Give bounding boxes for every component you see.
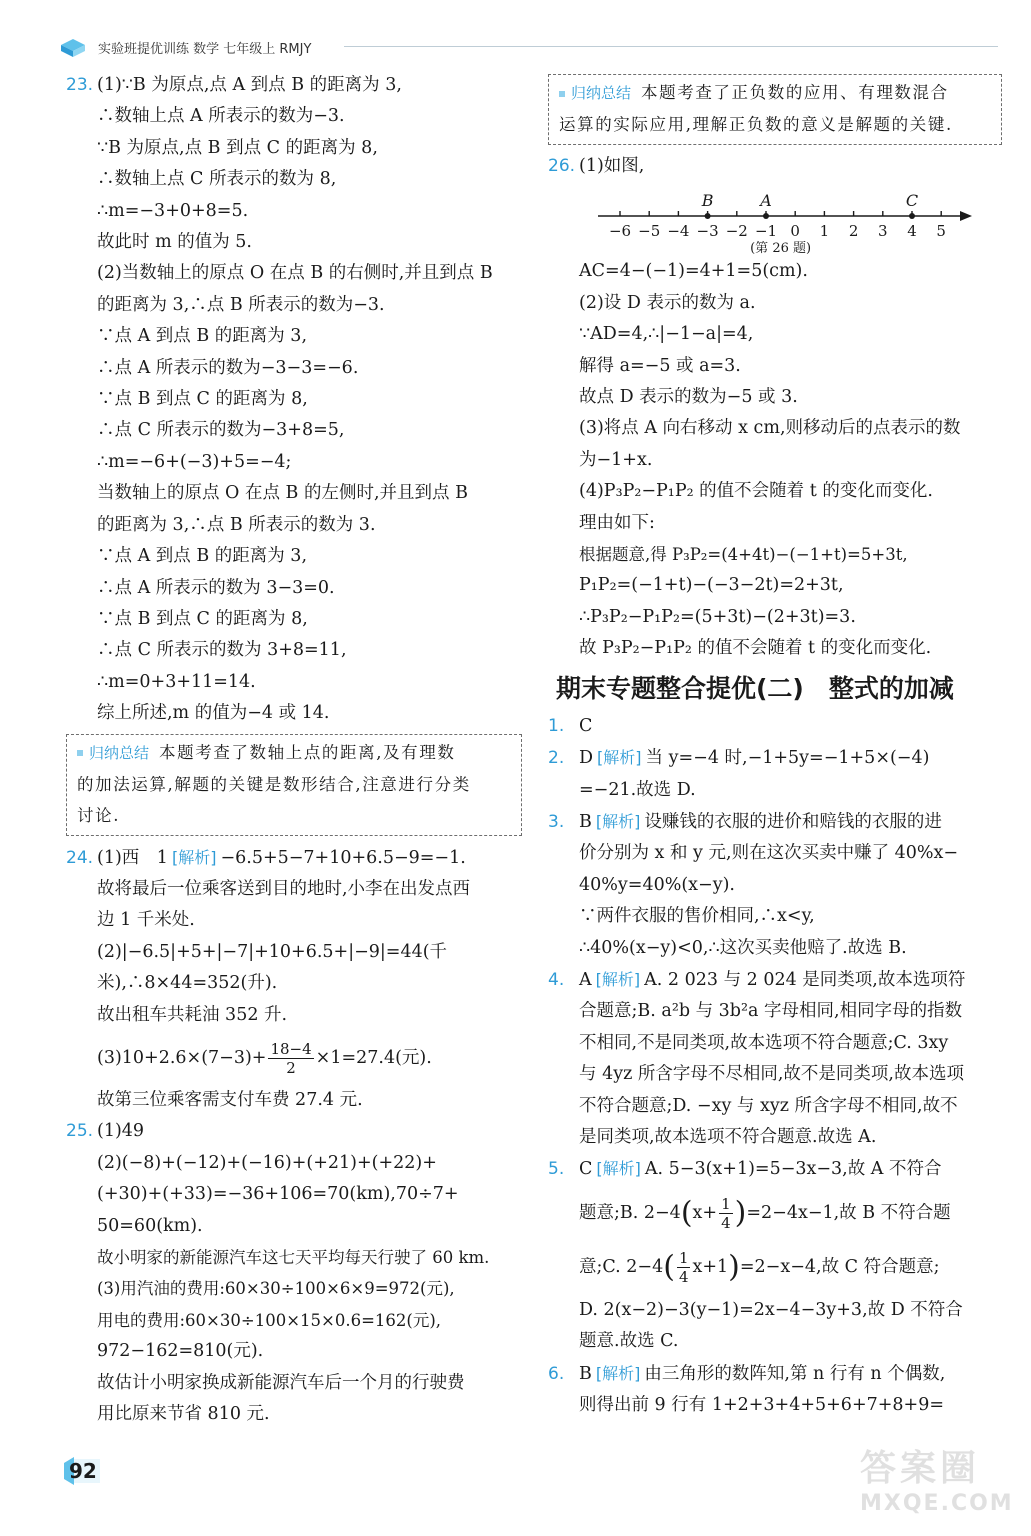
point-marker: [763, 213, 769, 219]
summary-dot-icon: [559, 91, 565, 97]
summary-line: 本题考查了正负数的应用、有理数混合: [641, 83, 949, 102]
question-number: 6.: [548, 1363, 565, 1384]
solution-line: ∴40%(x−y)<0,∴这次买卖他赔了.故选 B.: [579, 937, 907, 958]
answer-text: A: [579, 969, 592, 990]
solution-line: ∴数轴上点 A 所表示的数为−3.: [97, 106, 345, 127]
number-line-figure: [548, 182, 1002, 256]
question-23: [66, 70, 522, 730]
summary-tag: 归纳总结: [559, 84, 631, 102]
summary-line: 的加法运算,解题的关键是数形结合,注意进行分类: [77, 774, 471, 794]
solution-line: 972−162=810(元).: [97, 1341, 264, 1362]
solution-line: 边 1 千米处.: [97, 910, 195, 931]
left-column: [66, 70, 522, 1430]
solution-line: (1)49: [97, 1121, 145, 1142]
tick-label: −3: [696, 222, 719, 241]
figure-caption: (第 26 题): [750, 241, 812, 257]
solution-line: ∴点 C 所表示的数为−3+8=5,: [97, 420, 345, 441]
analysis-tag: [ 解析 ]: [596, 970, 641, 989]
solution-line: 40%y=40%(x−y).: [579, 874, 735, 895]
solution-line: ∴点 A 所表示的数为−3−3=−6.: [97, 357, 359, 378]
question-number: 25.: [66, 1121, 94, 1142]
analysis-tag: [ 解析 ]: [596, 812, 641, 831]
solution-line: 价分别为 x 和 y 元,则在这次买卖中赚了 40%x−: [579, 843, 959, 864]
answer-text: D: [579, 748, 594, 769]
solution-line: ∴点 A 所表示的数为 3−3=0.: [97, 577, 335, 598]
point-label: A: [760, 191, 772, 211]
solution-line: (4)P₃P₂−P₁P₂ 的值不会随着 t 的变化而变化.: [579, 481, 933, 502]
watermark: [860, 1440, 1020, 1530]
question-number: 4.: [548, 969, 565, 990]
analysis-tag: [ 解析 ]: [172, 848, 217, 867]
arrow-head-icon: [960, 211, 972, 221]
solution-line: AC=4−(−1)=4+1=5(cm).: [579, 261, 808, 282]
header-rule: [344, 46, 998, 47]
solution-line: =−21.故选 D.: [579, 779, 696, 800]
solution-line: 故点 D 表示的数为−5 或 3.: [579, 387, 798, 408]
solution-line: (+30)+(+33)=−36+106=70(km),70÷7+: [97, 1184, 459, 1205]
tick-label: 2: [848, 222, 859, 241]
point-label: B: [701, 191, 714, 211]
fraction-equation: (3)10+2.6×(7−3)+ $\frac{18-4}{2}$ ×1=27.4(元).: [97, 1039, 432, 1077]
question-number: 2.: [548, 748, 565, 769]
tick-label: −5: [638, 222, 661, 241]
solution-line: (1)∵B 为原点,点 A 到点 B 的距离为 3,: [97, 75, 402, 95]
solution-line: 为−1+x.: [579, 449, 653, 470]
fraction: $\frac{18-4}{2}$: [270, 1039, 312, 1077]
solution-line: 不符合题意;D. −xy 与 xyz 所含字母不相同,故不: [579, 1095, 958, 1116]
question-number: 24.: [66, 847, 94, 868]
answer-list: [548, 711, 1002, 1422]
solution-line: ∴m=0+3+11=14.: [97, 671, 256, 692]
tick-label: 3: [878, 222, 888, 241]
summary-dot-icon: [77, 750, 83, 756]
question-26: [548, 151, 1002, 665]
solution-line: 合题意;B. a²b 与 3b²a 字母相同,相同字母的指数: [579, 1001, 963, 1022]
solution-line: 不相同,不是同类项,故本选项不符合题意;C. 3xy: [579, 1032, 949, 1053]
tick-label: −4: [667, 222, 690, 241]
answer-text: C: [579, 1159, 593, 1180]
fraction: $\frac{1}{4}$: [678, 1249, 689, 1287]
summary-box: [548, 74, 1002, 145]
summary-tag: 归纳总结: [77, 744, 149, 762]
solution-line: 由三角形的数阵知,第 n 行有 n 个偶数,: [644, 1363, 946, 1384]
summary-box: [66, 734, 522, 836]
solution-line: 当 y=−4 时,−1+5y=−1+5×(−4): [645, 748, 930, 769]
solution-line: D. 2(x−2)−3(y−1)=2x−4−3y+3,故 D 不符合: [579, 1299, 963, 1320]
watermark-line: MXQE.COM: [860, 1491, 1014, 1516]
tick-label: −6: [608, 222, 632, 241]
summary-line: 本题考查了数轴上点的距离,及有理数: [159, 742, 456, 762]
question-number: 23.: [66, 75, 94, 95]
solution-line: 用电的费用:60×30÷100×15×0.6=162(元),: [97, 1310, 442, 1330]
solution-line: 解得 a=−5 或 a=3.: [579, 355, 741, 376]
solution-line: ∴点 C 所表示的数为 3+8=11,: [97, 640, 347, 661]
question-25: [66, 1116, 522, 1430]
solution-line: ∴m=−6+(−3)+5=−4;: [97, 451, 292, 472]
solution-line: 用比原来节省 810 元.: [97, 1404, 270, 1425]
analysis-tag: [ 解析 ]: [596, 1159, 641, 1178]
solution-line: (3)用汽油的费用:60×30÷100×6×9=972(元),: [97, 1279, 455, 1299]
answer-text: B: [579, 1363, 592, 1384]
fraction-equation: 题意;B. 2−4(x+ $\frac{1}{4}$ )=2−4x−1,故 B 不符合题: [579, 1194, 951, 1232]
answer-text: C: [579, 715, 593, 736]
solution-line: (2)(−8)+(−12)+(−16)+(+21)+(+22)+: [97, 1152, 437, 1173]
tick-label: −2: [725, 222, 748, 241]
summary-line: 运算的实际应用,理解正负数的意义是解题的关键.: [559, 115, 953, 134]
page-number: [64, 1457, 100, 1485]
solution-line: ∴m=−3+0+8=5.: [97, 200, 249, 221]
solution-line: 则得出前 9 行有 1+2+3+4+5+6+7+8+9=: [579, 1395, 944, 1415]
solution-line: 理由如下:: [579, 512, 655, 533]
fraction: $\frac{1}{4}$: [721, 1194, 731, 1232]
answer-text: B: [579, 811, 592, 832]
tick-label: 1: [819, 222, 830, 241]
solution-line: 根据题意,得 P₃P₂=(4+4t)−(−1+t)=5+3t,: [579, 545, 908, 565]
solution-line: A. 2 023 与 2 024 是同类项,故本选项符: [644, 969, 966, 990]
solution-line: 故 P₃P₂−P₁P₂ 的值不会随着 t 的变化而变化.: [579, 638, 932, 659]
header-title: 实验班提优训练 数学 七年级上 RMJY: [98, 42, 312, 57]
solution-line: 题意.故选 C.: [579, 1331, 679, 1352]
page-number-text: 92: [69, 1459, 97, 1483]
solution-line: 当数轴上的原点 O 在点 B 的左侧时,并且到点 B: [97, 483, 468, 504]
section-title: 期末专题整合提优(二) 整式的加减: [556, 673, 954, 703]
solution-line: 是同类项,故本选项不符合题意.故选 A.: [579, 1126, 877, 1147]
question-number: 5.: [548, 1159, 565, 1180]
solution-line: ∴P₃P₂−P₁P₂=(5+3t)−(2+3t)=3.: [579, 606, 856, 627]
solution-line: 故出租车共耗油 352 升.: [97, 1004, 288, 1025]
solution-line: −6.5+5−7+10+6.5−9=−1.: [220, 847, 466, 868]
right-column: [548, 74, 1002, 1421]
solution-line: ∵点 A 到点 B 的距离为 3,: [97, 546, 308, 567]
solution-line: ∴数轴上点 C 所表示的数为 8,: [97, 169, 337, 190]
solution-line: 故将最后一位乘客送到目的地时,小李在出发点西: [97, 878, 471, 899]
solution-line: 故此时 m 的值为 5.: [97, 232, 252, 253]
solution-line: 故小明家的新能源汽车这七天平均每天行驶了 60 km.: [97, 1248, 490, 1267]
question-number: 26.: [548, 156, 576, 176]
point-marker: [909, 213, 915, 219]
solution-line: P₁P₂=(−1+t)−(−3−2t)=2+3t,: [579, 575, 844, 596]
solution-line: ∵AD=4,∴|−1−a|=4,: [579, 324, 754, 345]
solution-line: (2)当数轴上的原点 O 在点 B 的右侧时,并且到点 B: [97, 263, 493, 284]
answer-text: (1)西 1: [97, 847, 168, 868]
solution-line: A. 5−3(x+1)=5−3x−3,故 A 不符合: [644, 1159, 942, 1180]
solution-line: 的距离为 3,∴点 B 所表示的数为−3.: [97, 294, 385, 315]
fraction-equation: 意;C. 2−4( $\frac{1}{4}$ x+1)=2−x−4,故 C 符合题意;: [579, 1249, 940, 1287]
solution-line: (3)将点 A 向右移动 x cm,则移动后的点表示的数: [579, 418, 961, 439]
solution-line: 与 4yz 所含字母不尽相同,故不是同类项,故本选项: [579, 1064, 964, 1085]
book-logo-icon: [58, 36, 88, 58]
solution-line: ∵点 A 到点 B 的距离为 3,: [97, 326, 308, 347]
watermark-line: 答案圈: [860, 1448, 981, 1489]
solution-line: 故第三位乘客需支付车费 27.4 元.: [97, 1089, 363, 1110]
solution-line: 50=60(km).: [97, 1215, 203, 1236]
solution-line: ∵B 为原点,点 B 到点 C 的距离为 8,: [97, 137, 378, 158]
tick-label: 4: [907, 222, 917, 241]
analysis-tag: [ 解析 ]: [596, 1364, 641, 1383]
solution-line: 故估计小明家换成新能源汽车后一个月的行驶费: [97, 1372, 465, 1393]
tick-label: 0: [790, 222, 800, 241]
question-24: [66, 842, 522, 1117]
question-number: 1.: [548, 715, 565, 736]
solution-line: (2)|−6.5|+5+|−7|+10+6.5+|−9|=44(千: [97, 941, 448, 962]
solution-line: 的距离为 3,∴点 B 所表示的数为 3.: [97, 514, 376, 535]
number-line: [594, 182, 984, 256]
point-label: C: [905, 191, 919, 211]
solution-line: ∵点 B 到点 C 的距离为 8,: [97, 608, 308, 629]
question-number: 3.: [548, 811, 565, 832]
solution-line: (1)如图,: [579, 156, 645, 176]
solution-line: (2)设 D 表示的数为 a.: [579, 292, 756, 313]
page-header: [58, 36, 998, 58]
point-marker: [705, 213, 711, 219]
tick-label: −1: [754, 222, 778, 241]
solution-line: 综上所述,m 的值为−4 或 14.: [97, 703, 330, 724]
solution-line: ∵点 B 到点 C 的距离为 8,: [97, 389, 308, 410]
solution-line: 设赚钱的衣服的进价和赔钱的衣服的进: [644, 811, 942, 832]
analysis-tag: [ 解析 ]: [597, 748, 642, 767]
summary-line: 讨论.: [77, 805, 121, 825]
solution-line: 米),∴8×44=352(升).: [97, 973, 278, 994]
tick-label: 5: [936, 222, 946, 241]
solution-line: ∵两件衣服的售价相同,∴x<y,: [579, 906, 815, 927]
